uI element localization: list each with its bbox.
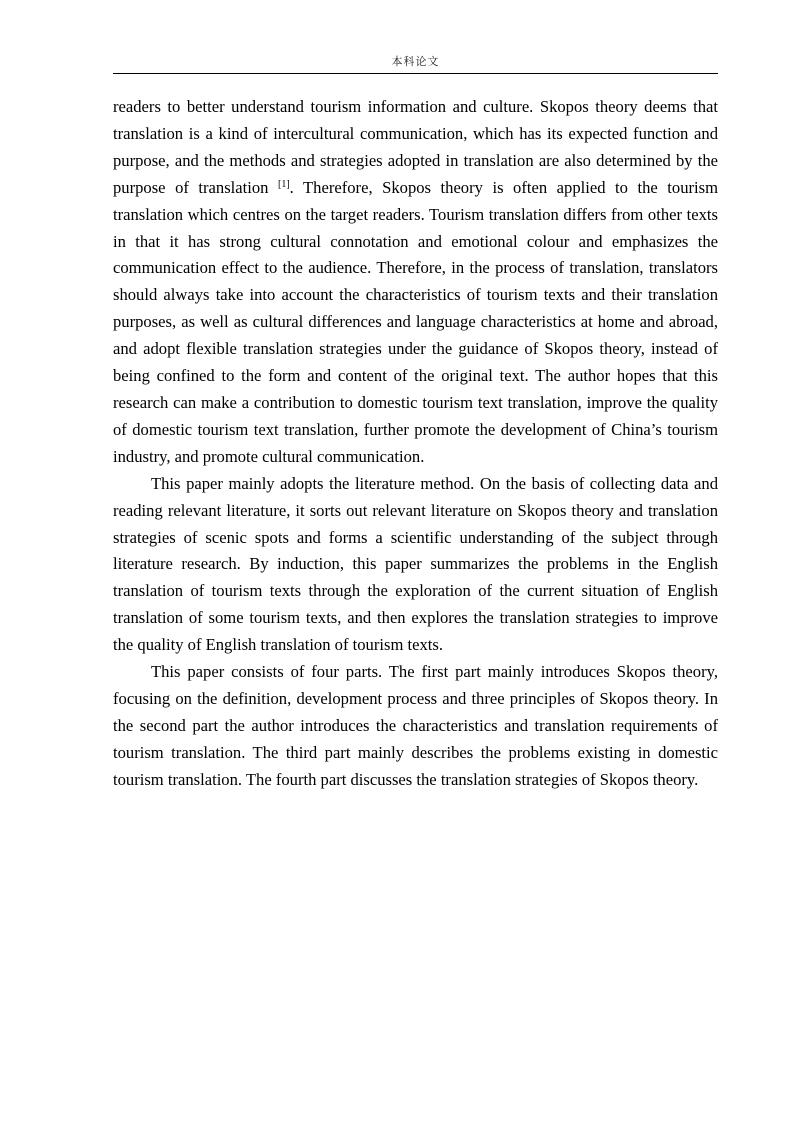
citation-1: [1] (278, 178, 290, 190)
paragraph-3: This paper consists of four parts. The first part mainly introduces Skopos theory, focusing on the definition, development process and three principles of Skopos theory. In the second part the author introduces the characteristics and translation requirements of tourism translation. The third part mainly describes the problems existing in domestic tourism translation. The fourth part discusses the translation strategies of Skopos theory. (113, 662, 718, 789)
header-rule (113, 73, 718, 74)
body-text (113, 94, 718, 794)
paragraph-1-text-b: . Therefore, Skopos theory is often applied to the tourism translation which centres on the target readers. Tourism translation differs from other texts in that it has strong cultural connotation and emotional colour and emphasizes the communication effect to the audience. Therefore, in the process of translation, translators should always take into account the characteristics of tourism texts and their translation purposes, as well as cultural differences and language characteristics at home and abroad, and adopt flexible translation strategies under the guidance of Skopos theory, instead of being confined to the form and content of the original text. The author hopes that this research can make a contribution to domestic tourism text translation, improve the quality of domestic tourism text translation, further promote the development of China’s tourism industry, and promote cultural communication. (113, 177, 718, 466)
page-header: 本科论文 (391, 55, 440, 68)
paragraph-1-text-a: readers to better understand tourism information and culture. Skopos theory deems that translation is a kind of intercultural communication, which has its expected function and purpose, and the methods and strategies adopted in translation are also determined by the purpose of translation (113, 97, 718, 197)
paragraph-1 (113, 94, 718, 471)
paragraph-2: This paper mainly adopts the literature method. On the basis of collecting data and reading relevant literature, it sorts out relevant literature on Skopos theory and translation strategies of scenic spots and forms a scientific understanding of the subject through literature research. By induction, this paper summarizes the problems in the English translation of tourism texts through the exploration of the current situation of English translation of some tourism texts, and then explores the translation strategies to improve the quality of English translation of tourism texts. (113, 473, 718, 655)
